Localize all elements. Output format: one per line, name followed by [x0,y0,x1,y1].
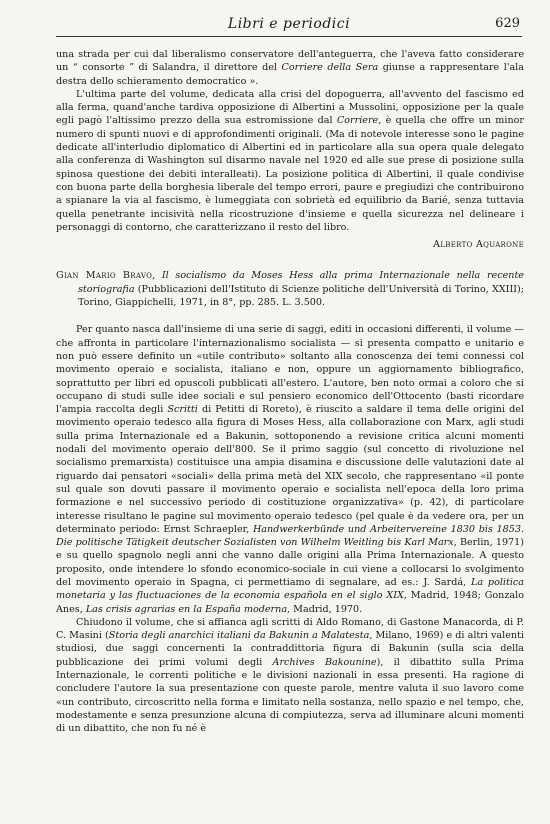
text-run: di Petitti di Roreto), è riuscito a saldare il tema delle origini del movimento operaio tedesco alla figura di Moses Hess, alla collaborazione con Marx, agli studi sulla prima Internazionale ed a Bakunin, sottoponendo a revisione critica alcuni momenti nodali del movimento operaio dell'800. Se il primo saggio (sul concetto di rivoluzione nel socialismo premarxista) costituisce una ampia disamina e discussione delle valutazioni date al riguardo dai pensatori «sociali» della prima metà del XIX secolo, che rappresentano «il ponte sul quale son dovuti passare il movimento operaio e socialista nell'epoca della loro prima formazione e nel successivo periodo di costituzione organizzativa» (p. 42), di particolare interesse risultano le pagine sul movimento operaio tedesco (pel quale è da vedere ora, per un determinato periodo: Ernst Schraepler, [56,404,524,535]
text-run: ), il dibattito sulla Prima Internazionale, le correnti politiche e le divisioni nazionali in essa presenti. Ha ragione di concludere l'autore la sua presentazione con queste parole, mentre valuta il suo lavoro come «un contributo, circoscritto nella forma e limitato nella sostanza, nello spazio e nel tempo, che, modestamente e senza presunzione alcuna di compiutezza, serva ad illuminare alcuni momenti di un dibattito, che non fu né è [56,656,524,735]
review1-paragraph-2 [56,88,524,234]
text-run: Chiudono il volume, che si affianca agli scritti di Aldo Romano, di Gastone Manacorda, di P. C. Masini ( [56,616,524,642]
work-title: Archives Bakounine [272,656,377,668]
text-run: , è quella che offre un minor numero di spunti nuovi e di approfondimenti originali. (Ma di notevole interesse sono le pagine dedicate all'interludio diplomatico di Albertini ed in particolare alla sua opera quale delegato alla conferenza di Washington sul disarmo navale nel 1920 ed alle sue prese di posizione sulla spinosa questione dei debiti interalleati). La posizione politica di Albertini, il quale condivise con buona parte della borghesia liberale del tempo errori, paure e pregiudizi che contribuirono a spianare la via al fascismo, è lumeggiata con sobrietà ed equilibrio da Barié, senza tuttavia quella penetrante incisività nella ricostruzione d'insieme e quella sicurezza nel delineare i personaggi di contorno, che caratterizzano il resto del libro. [56,115,524,233]
text-run: , Madrid, 1948; Gonzalo Anes, [56,590,524,615]
publication-details: (Pubblicazioni dell'Istituto di Scienze politiche dell'Università di Torino, XXIII); Torino, Giappichelli, 1971, in 8°, pp. 285. L. 3.500. [78,283,524,309]
page-header [56,14,522,37]
work-title: Las crisis agrarias en la España moderna [85,603,288,615]
review2-citation [56,269,524,309]
work-title: Handwerkerbünde und Arbeitervereine 1830 bis 1853. Die politische Tätigkeit deutscher Sozialisten von Wilhelm Weitling bis Karl Marx [56,523,525,549]
newspaper-title: Corriere [336,115,379,127]
text-run: una strada per cui dal liberalismo conservatore dell'anteguerra, che l'aveva fatto considerare un “ consorte ” di Salandra, il direttore del [56,49,524,74]
running-title: Libri e periodici [227,16,351,32]
text-run: , [152,270,162,282]
page-number: 629 [495,16,520,31]
text-run: giunse a rappresentare l'ala destra dello schieramento democratico ». [56,62,524,87]
work-title: La politica monetaria y las fluctuaciones de la economia española en el siglo XIX [56,576,524,602]
reviewer-signature: Alberto Aquarone [433,239,524,251]
review2-paragraph-1 [56,323,524,616]
text-run: Per quanto nasca dall'insieme di una serie di saggi, editi in occasioni differenti, il volume — che affronta in particolare l'internazionalismo socialista — si presenta compatto e unitario e non può essere definito un «utile contributo» soltanto alla conoscenza dei temi connessi col movimento operaio e socialista, italiano e non, oppure un aggiornamento bibliografico, soprattutto per libri ed opuscoli pubblicati all'estero. L'autore, ben noto ormai a coloro che si occupano di studi sulle idee sociali e sul pensiero economico dell'Ottocento (basti ricordare l'ampia raccolta degli [56,324,524,416]
page-body [56,48,524,736]
book-author: Gian Mario Bravo [56,270,153,282]
text-run: L'ultima parte del volume, dedicata alla crisi del dopoguerra, all'avvento del fascismo ed alla ferma, quand'anche tardiva opposizione di Albertini a Mussolini, opposizione per la quale egli pagò l'altissimo prezzo della sua estromissione dal [56,88,524,127]
review2-paragraph-2 [56,616,524,736]
text-run: , Milano, 1969) e di altri valenti studiosi, due saggi concernenti la contraddittoria figura di Bakunin (sulla scia della pubblicazione dei primi volumi degli [56,630,524,668]
book-title: Il socialismo da Moses Hess alla prima Internazionale nella recente storiografia [78,270,524,295]
work-title: Scritti [167,404,198,416]
review1-paragraph-1 [56,48,524,88]
newspaper-title: Corriere della Sera [281,62,379,74]
text-run: , Berlin, 1971) e su quello spagnolo negli anni che vanno dalle origini alla Prima Internazionale. A questo proposito, onde intendere lo sfondo economico-sociale in cui viene a collocarsi lo svolgimento del movimento operaio in Spagna, ci permettiamo di segnalare, ad es.: J. Sardá, [56,537,524,588]
text-run: , Madrid, 1970. [287,603,363,615]
work-title: Storia degli anarchici italiani da Bakunin a Malatesta [108,630,370,642]
